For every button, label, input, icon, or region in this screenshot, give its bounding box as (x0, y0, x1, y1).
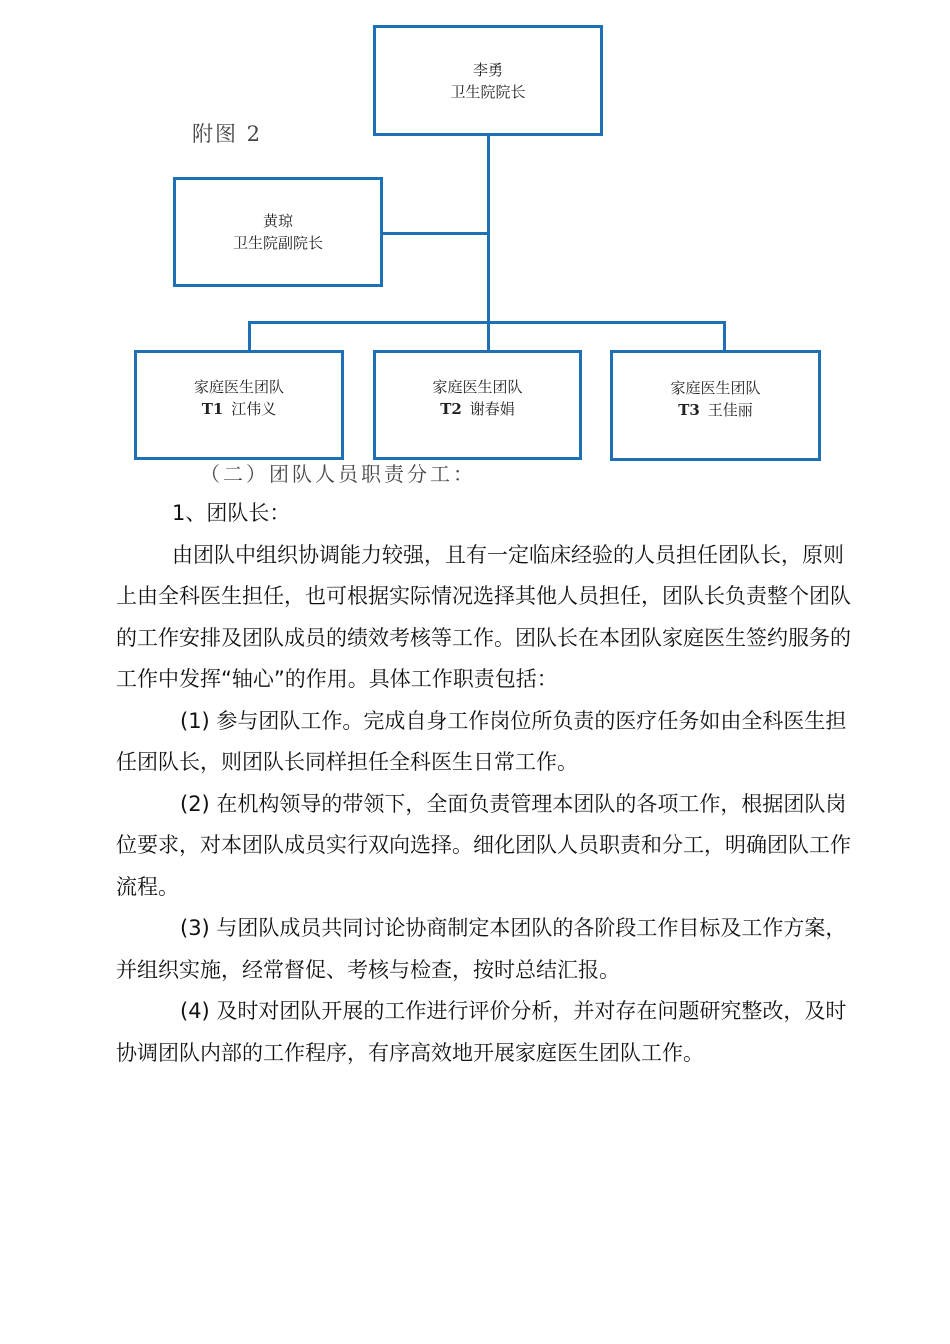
team-code: T2 (440, 400, 462, 418)
team-leader: 江伟义 (231, 400, 277, 418)
team-label: 家庭医生团队 (193, 378, 284, 396)
paragraph-item-1: (1) 参与团队工作。完成自身工作岗位所负责的医疗任务如由全科医生担任团队长，则团队长同样担任全科医生日常工作。 (116, 708, 847, 774)
team-box-t3 (610, 350, 821, 461)
team-leader: 王佳丽 (707, 400, 753, 419)
section-heading: （二）团队人员职责分工： (200, 462, 476, 486)
figure-label: 附图 2 (192, 122, 263, 146)
director-box (373, 25, 603, 136)
paragraph-item-3: (3) 与团队成员共同讨论协商制定本团队的各阶段工作目标及工作方案，并组织实施，经常督促、考核与检查，按时总结汇报。 (116, 916, 847, 982)
paragraph-item-2: (2) 在机构领导的带领下，全面负责管理本团队的各项工作，根据团队岗位要求，对本团队成员实行双向选择。细化团队人员职责和分工，明确团队工作流程。 (116, 791, 851, 899)
team-box-t1 (134, 350, 344, 460)
deputy-title: 卫生院副院长 (232, 234, 323, 252)
deputy-box (173, 177, 383, 287)
connector-team1 (248, 321, 251, 352)
team-label: 家庭医生团队 (432, 378, 523, 396)
connector-team3 (723, 321, 726, 352)
director-title: 卫生院院长 (450, 82, 526, 101)
paragraph-item-4: (4) 及时对团队开展的工作进行评价分析，并对存在问题研究整改，及时协调团队内部的工作程序，有序高效地开展家庭医生团队工作。 (116, 999, 847, 1065)
paragraph-intro: 由团队中组织协调能力较强，且有一定临床经验的人员担任团队长，原则上由全科医生担任，也可根据实际情况选择其他人员担任，团队长负责整个团队的工作安排及团队成员的绩效考核等工作。团队长在本团队家庭医生签约服务的工作中发挥“轴心”的作用。具体工作职责包括： (116, 542, 851, 691)
team-label: 家庭医生团队 (670, 378, 761, 397)
team-code: T3 (678, 400, 700, 419)
subheading: 1、团队长： (172, 501, 291, 525)
director-name: 李勇 (472, 60, 503, 79)
connector-director-trunk (487, 135, 490, 323)
body-text (116, 493, 856, 1074)
deputy-name: 黄琼 (262, 212, 293, 230)
connector-deputy (381, 232, 489, 235)
team-code: T1 (201, 400, 224, 418)
connector-team2 (487, 321, 490, 352)
team-box-t2 (373, 350, 582, 460)
team-leader: 谢春娟 (469, 400, 515, 418)
